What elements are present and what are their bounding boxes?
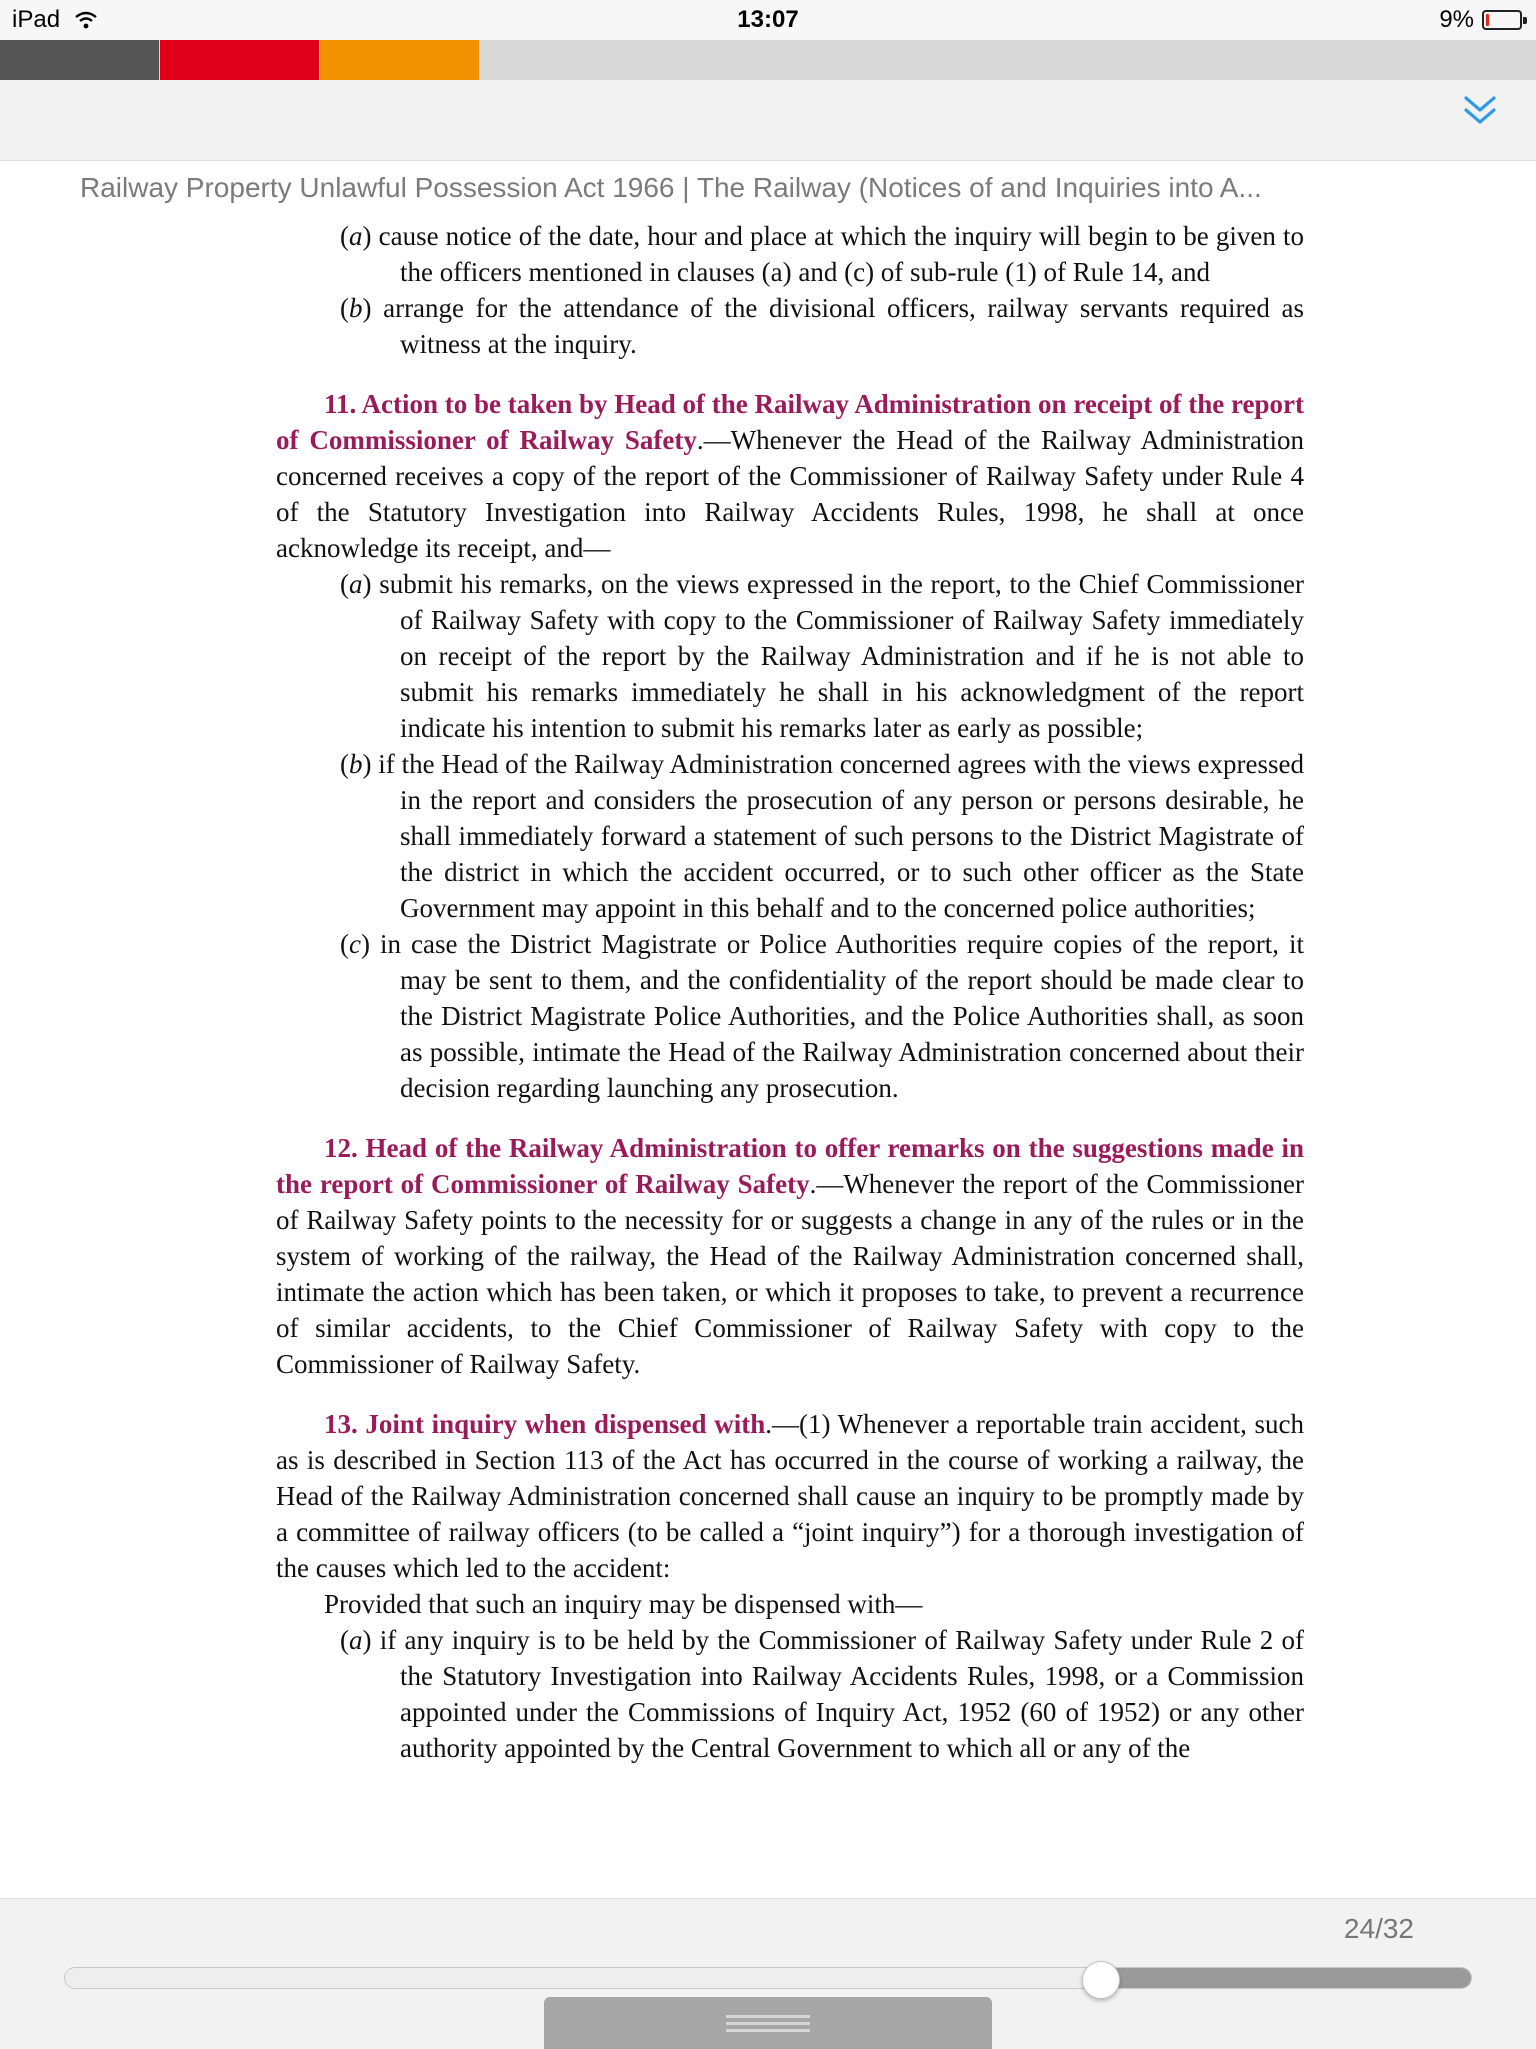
clause-b: (b) arrange for the attendance of the divisional officers, railway servants required as witness at the inquiry. — [340, 293, 1304, 359]
document-tab-red[interactable] — [160, 40, 319, 80]
section-13-clause-a: (a) if any inquiry is to be held by the Commissioner of Railway Safety under Rule 2 of the Statutory Investigation into Railway Accidents Rules, 1998, or a Commission appointed under the Commissions of Inquiry Act, 1952 (60 of 1952) or any other authority appointed by the Central Government to which all or any of the — [340, 1625, 1304, 1763]
double-chevron-down-icon[interactable] — [1460, 90, 1500, 130]
page-slider-knob[interactable] — [1082, 1961, 1120, 1999]
section-12: 12. Head of the Railway Administration to offer remarks on the suggestions made in the report of Commissioner of Railway Safety.—Whenever the report of the Commissioner of Railway Safety points to the necessity for or suggests a change in any of the rules or in the system of working of the railway, the Head of the Railway Administration concerned shall, intimate the action which has been taken, or which it proposes to take, to prevent a recurrence of similar accidents, to the Chief Commissioner of Railway Safety with copy to the Commissioner of Railway Safety. — [276, 1133, 1304, 1379]
section-11-clause-b: (b) if the Head of the Railway Administration concerned agrees with the views expressed in the report and considers the prosecution of any person or persons desirable, he shall immediately forward a statement of such persons to the District Magistrate of the district in which the accident occurred, or to such other officer as the State Government may appoint in this behalf and to the concerned police authorities; — [340, 749, 1304, 923]
document-tab-orange[interactable] — [320, 40, 479, 80]
status-bar — [0, 0, 1536, 40]
document-page — [276, 218, 1304, 1766]
section-13: 13. Joint inquiry when dispensed with.—(1) Whenever a reportable train accident, such as is described in Section 113 of the Act has occurred in the course of working a railway, the Head of the Railway Administration concerned shall cause an inquiry to be promptly made by a committee of railway officers (to be called a “joint inquiry”) for a thorough investigation of the causes which led to the accident: — [276, 1409, 1304, 1583]
device-name: iPad — [12, 6, 61, 33]
section-12-heading: 12. Head of the Railway Administration to offer remarks on the suggestions made in the report of Commissioner of Railway Safety — [276, 1133, 1304, 1199]
section-11-heading: 11. Action to be taken by Head of the Railway Administration on receipt of the report of Commissioner of Railway Safety — [276, 389, 1304, 455]
section-13-heading: 13. Joint inquiry when dispensed with — [324, 1409, 766, 1439]
status-time: 13:07 — [737, 6, 799, 33]
clause-a: (a) cause notice of the date, hour and place at which the inquiry will begin to be given to the officers mentioned in clauses (a) and (c) of sub-rule (1) of Rule 14, and — [340, 221, 1304, 287]
section-11-clause-a: (a) submit his remarks, on the views expressed in the report, to the Chief Commissioner of Railway Safety with copy to the Commissioner of Railway Safety immediately on receipt of the report by the Railway Administration and if he is not able to submit his remarks immediately he shall in his acknowledgment of the report indicate his intention to submit his remarks later as early as possible; — [340, 569, 1304, 743]
top-toolbar — [0, 80, 1536, 161]
document-tab-strip — [0, 40, 1536, 80]
page-slider[interactable] — [64, 1967, 1472, 1989]
drawer-handle[interactable] — [544, 1997, 992, 2049]
battery-percent: 9% — [1439, 6, 1474, 33]
battery-icon — [1482, 10, 1522, 30]
section-11-clause-c: (c) in case the District Magistrate or Police Authorities require copies of the report, it may be sent to them, and the confidentiality of the report should be made clear to the District Magistrate Police Authorities, and the Police Authorities shall, as soon as possible, intimate the Head of the Railway Administration concerned about their decision regarding launching any prosecution. — [340, 929, 1304, 1103]
page-counter: 24/32 — [1343, 1913, 1414, 1944]
running-header: Railway Property Unlawful Possession Act 1966 | The Railway (Notices of and Inquiries into A... — [80, 172, 1262, 203]
section-11: 11. Action to be taken by Head of the Railway Administration on receipt of the report of Commissioner of Railway Safety.—Whenever the Head of the Railway Administration concerned receives a copy of the report of the Commissioner of Railway Safety under Rule 4 of the Statutory Investigation into Railway Accidents Rules, 1998, he shall at once acknowledge its receipt, and— — [276, 389, 1304, 563]
section-13-proviso: Provided that such an inquiry may be dispensed with— — [324, 1589, 923, 1619]
bottom-toolbar — [0, 1898, 1536, 2049]
document-tab-gray[interactable] — [0, 40, 159, 80]
